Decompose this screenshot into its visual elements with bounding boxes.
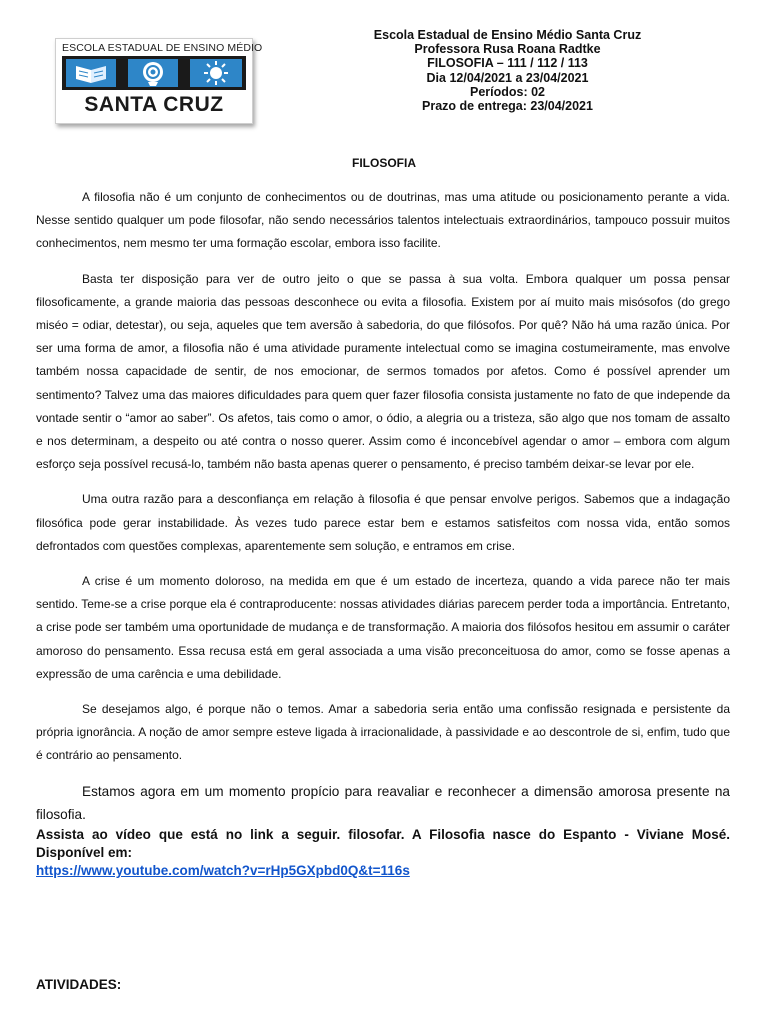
paragraph: A crise é um momento doloroso, na medida em que é um estado de incerteza, quando a vida parece não ter mais sentido. Teme-se a crise porque ela é contraproducente: nossas atividades diárias parecem perder toda a importância. Entretanto, a crise pode ser também uma oportunidade de mudança e de transformação. A maioria dos filósofos hesitou em assumir o caráter amoroso do pensamento. Essa recusa está em geral associada a uma visão preconceituosa do amor, como se fosse apenas a expressão de uma carência e uma debilidade. bbox=[36, 574, 730, 681]
document-body bbox=[36, 186, 730, 838]
logo-icons bbox=[62, 56, 246, 90]
paragraph: Se desejamos algo, é porque não o temos. Amar a sabedoria seria então uma confissão resignada e persistente da própria ignorância. A noção de amor sempre esteve ligada à irracionalidade, à passividade e ao descontrole de si, enfim, tudo que é contrário ao pensamento. bbox=[36, 702, 730, 763]
header-teacher: Professora Rusa Roana Radtke bbox=[414, 42, 601, 57]
book-icon bbox=[66, 59, 116, 87]
video-link[interactable]: https://www.youtube.com/watch?v=rHp5GXpbd0Q&t=116s bbox=[36, 863, 410, 878]
header-subject: FILOSOFIA – 111 / 112 / 113 bbox=[427, 56, 588, 71]
header-deadline: Prazo de entrega: 23/04/2021 bbox=[422, 99, 593, 114]
head-icon bbox=[128, 59, 178, 87]
header-school: Escola Estadual de Ensino Médio Santa Cruz bbox=[373, 28, 642, 42]
logo-school-type: ESCOLA ESTADUAL DE ENSINO MÉDIO bbox=[62, 42, 263, 54]
document-header bbox=[340, 28, 675, 113]
document-title: FILOSOFIA bbox=[352, 156, 416, 170]
paragraph: Uma outra razão para a desconfiança em relação à filosofia é que pensar envolve perigos. Sabemos que a indagação filosófica pode gerar instabilidade. Às vezes tudo parece estar bem e estamos satisfeitos com nossa vida, então somos defrontados com questões complexas, aparentemente sem solução, e entramos em crise. bbox=[36, 492, 730, 553]
school-logo bbox=[55, 38, 263, 124]
paragraph: Basta ter disposição para ver de outro jeito o que se passa à sua volta. Embora qualquer um possa pensar filosoficamente, a grande maioria das pessoas desconhece ou evita a filosofia. Existem por aí muito mais misósofos (do grego miséo = odiar, detestar), ou seja, aqueles que tem aversão à sabedoria, do que filósofos. Por quê? Não há uma razão única. Por ser uma forma de amor, a filosofia não é uma atividade puramente intelectual como se imagina costumeiramente, mas envolve também nossa capacidade de sentir, de nos emocionar, de sermos tomados por afetos. Como é possível aprender um sentimento? Talvez uma das maiores dificuldades para quem quer fazer filosofia consista justamente no fato de que independe da vontade sentir o “amor ao saber”. Os afetos, tais como o amor, o ódio, a alegria ou a tristeza, são algo que nos tomam de assalto e nos determinam, a despeito ou até contra o nosso querer. Assim como é inconcebível agendar o amor – embora com algum esforço seja possível recusá-lo, também não basta apenas querer o pensamento, é preciso também deixar-se levar por ele. bbox=[36, 271, 730, 472]
logo-school-name: SANTA CRUZ bbox=[84, 93, 224, 116]
activities-heading: ATIVIDADES: bbox=[36, 977, 122, 992]
sun-icon bbox=[190, 59, 242, 87]
paragraph: A filosofia não é um conjunto de conhecimentos ou de doutrinas, mas uma atitude ou posicionamento perante a vida. Nesse sentido qualquer um pode filosofar, não sendo necessários talentos intelectuais extraordinários, tampouco possuir muitos conhecimentos, nem mesmo ter uma formação escolar, embora isso facilite. bbox=[36, 190, 730, 251]
header-dates: Dia 12/04/2021 a 23/04/2021 bbox=[426, 70, 589, 85]
video-instructions bbox=[36, 826, 730, 880]
header-periods: Períodos: 02 bbox=[469, 84, 546, 99]
video-text: Assista ao vídeo que está no link a seguir. filosofar. A Filosofia nasce do Espanto - Viviane Mosé. Disponível em: bbox=[36, 827, 730, 860]
paragraph: Estamos agora em um momento propício para reavaliar e reconhecer a dimensão amorosa presente na filosofia. bbox=[36, 783, 730, 822]
